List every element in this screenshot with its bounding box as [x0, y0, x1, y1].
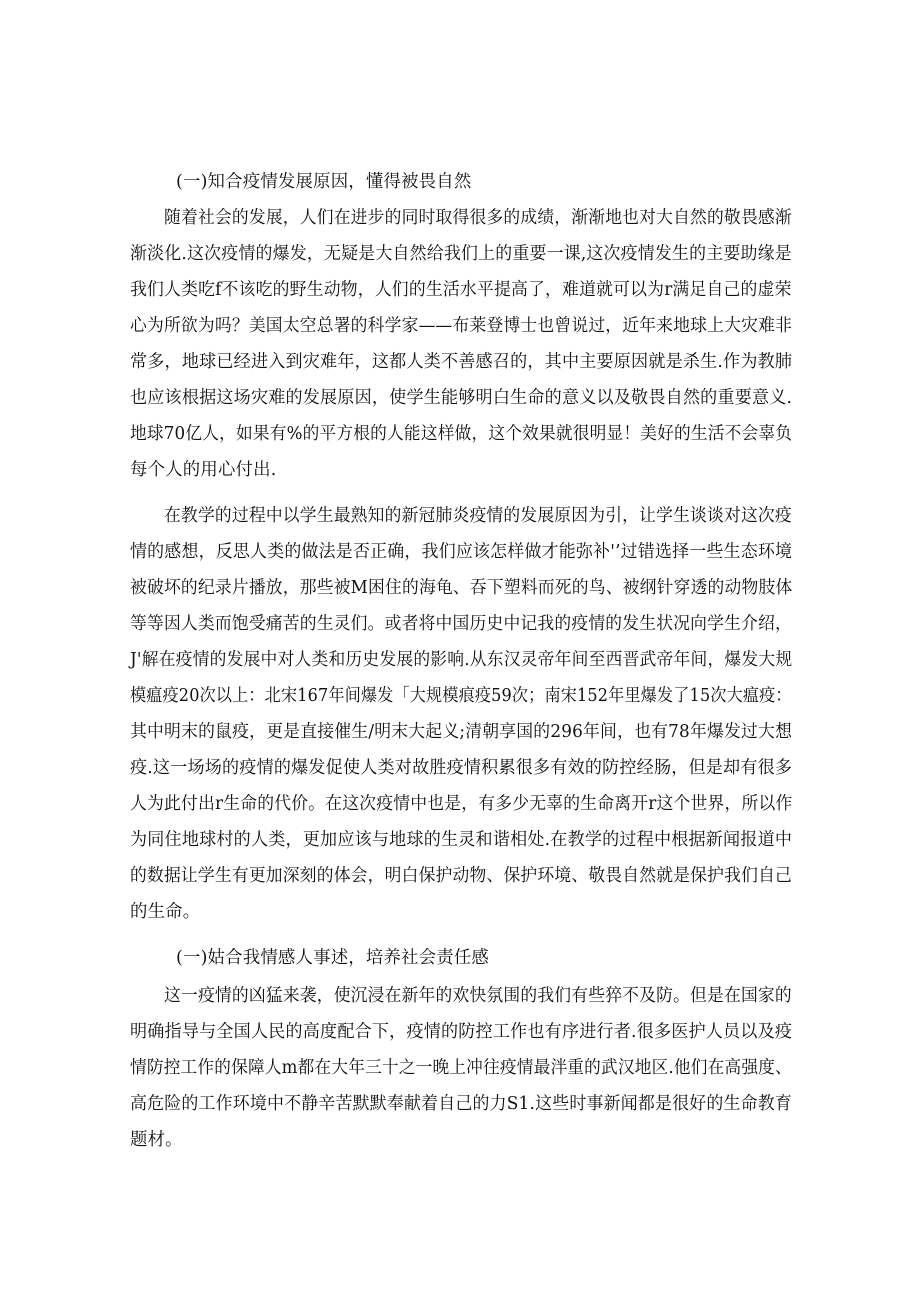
paragraph-line: 常多，地球已经进入到灾难年，这都人类不善感召的，其中主要原因就是杀生.作为教肺	[130, 352, 793, 372]
paragraph-line: 随着社会的发展，人们在进步的同时取得很多的成绩，渐渐地也对大自然的敬畏感渐	[164, 208, 792, 228]
paragraph-line: 也应该根据这场灾难的发展原因，使学生能够明白生命的意义以及敬畏自然的重要意义.	[130, 388, 793, 408]
paragraph-line: 题材。	[130, 1130, 183, 1150]
paragraph-line: 模瘟疫20次以上：北宋167年间爆发「大规模痕疫59次；南宋152年里爆发了15次大瘟疫：	[130, 686, 792, 706]
paragraph-line: 等等因人类而饱受痛苦的生灵们。或者将中国历史中记我的疫情的发生状况向学生介绍，	[130, 614, 793, 634]
paragraph-line: 地球70亿人，如果有%的平方根的人能这样做，这个效果就很明显！美好的生活不会辜负	[130, 424, 793, 444]
section-heading-2: (一)姑合我情感人事述，培养社会责任感	[176, 948, 490, 968]
paragraph-line: 明确指导与全国人民的高度配合下，疫情的防控工作也有序进行者.很多医护人员以及疫	[130, 1022, 793, 1042]
paragraph-line: 的生命。	[130, 902, 201, 922]
paragraph-line: 疫.这一场场的疫情的爆发促使人类对故胜疫情积累很多有效的防控经肠，但是却有很多	[130, 758, 793, 778]
paragraph-line: 心为所欲为吗？美国太空总署的科学家——布莱登博士也曾说过，近年来地球上大灾难非	[130, 316, 793, 336]
paragraph-line: 每个人的用心付出.	[130, 460, 277, 480]
paragraph-line: 在教学的过程中以学生最熟知的新冠肺炎疫情的发展原因为引，让学生谈谈对这次疫	[164, 506, 792, 526]
paragraph-line: 情的感想，反思人类的做法是否正确，我们应该怎样做才能弥补'’过错选择一些生态环境	[130, 542, 793, 562]
paragraph-line: 人为此付出r生命的代价。在这次疫情中也是，有多少无辜的生命离开r这个世界，所以作	[130, 794, 793, 814]
paragraph-line: 这一疫情的凶猛来袭，使沉浸在新年的欢快氛围的我们有些猝不及防。但是在国家的	[164, 986, 792, 1006]
section-heading-1: (一)知合疫情发展原因，懂得被畏自然	[176, 172, 472, 192]
paragraph-line: 我们人类吃f不该吃的野生动物，人们的生活水平提高了，难道就可以为r满足自己的虚荣	[130, 280, 792, 300]
paragraph-line: 渐淡化.这次疫情的爆发，无疑是大自然给我们上的重要一课,这次疫情发生的主要助缘是	[130, 244, 792, 264]
paragraph-line: 被破坏的纪录片播放，那些被M困住的海龟、吞下塑料而死的鸟、被纲针穿透的动物肢体	[130, 578, 793, 598]
paragraph-line: 情防控工作的保障人m都在大年三十之一晚上冲往疫情最泮重的武汉地区.他们在高强度、	[130, 1058, 792, 1078]
paragraph-line: 其中明末的鼠疫，更是直接催生/明末大起义;清朝享国的296年间，也有78年爆发过大想	[130, 722, 793, 742]
paragraph-line: J'解在疫情的发展中对人类和历史发展的影响.从东汉灵帝年间至西晋武帝年间，爆发大规	[130, 650, 793, 670]
paragraph-line: 高危险的工作环境中不静辛苦默默奉献着自己的力S1.这些时事新闻都是很好的生命教育	[130, 1094, 792, 1114]
paragraph-line: 为同住地球村的人类，更加应该与地球的生灵和谐相处.在教学的过程中根据新闻报道中	[130, 830, 793, 850]
paragraph-line: 的数据让学生有更加深刻的体会，明白保护动物、保护环境、敬畏自然就是保护我们自己	[130, 866, 793, 886]
